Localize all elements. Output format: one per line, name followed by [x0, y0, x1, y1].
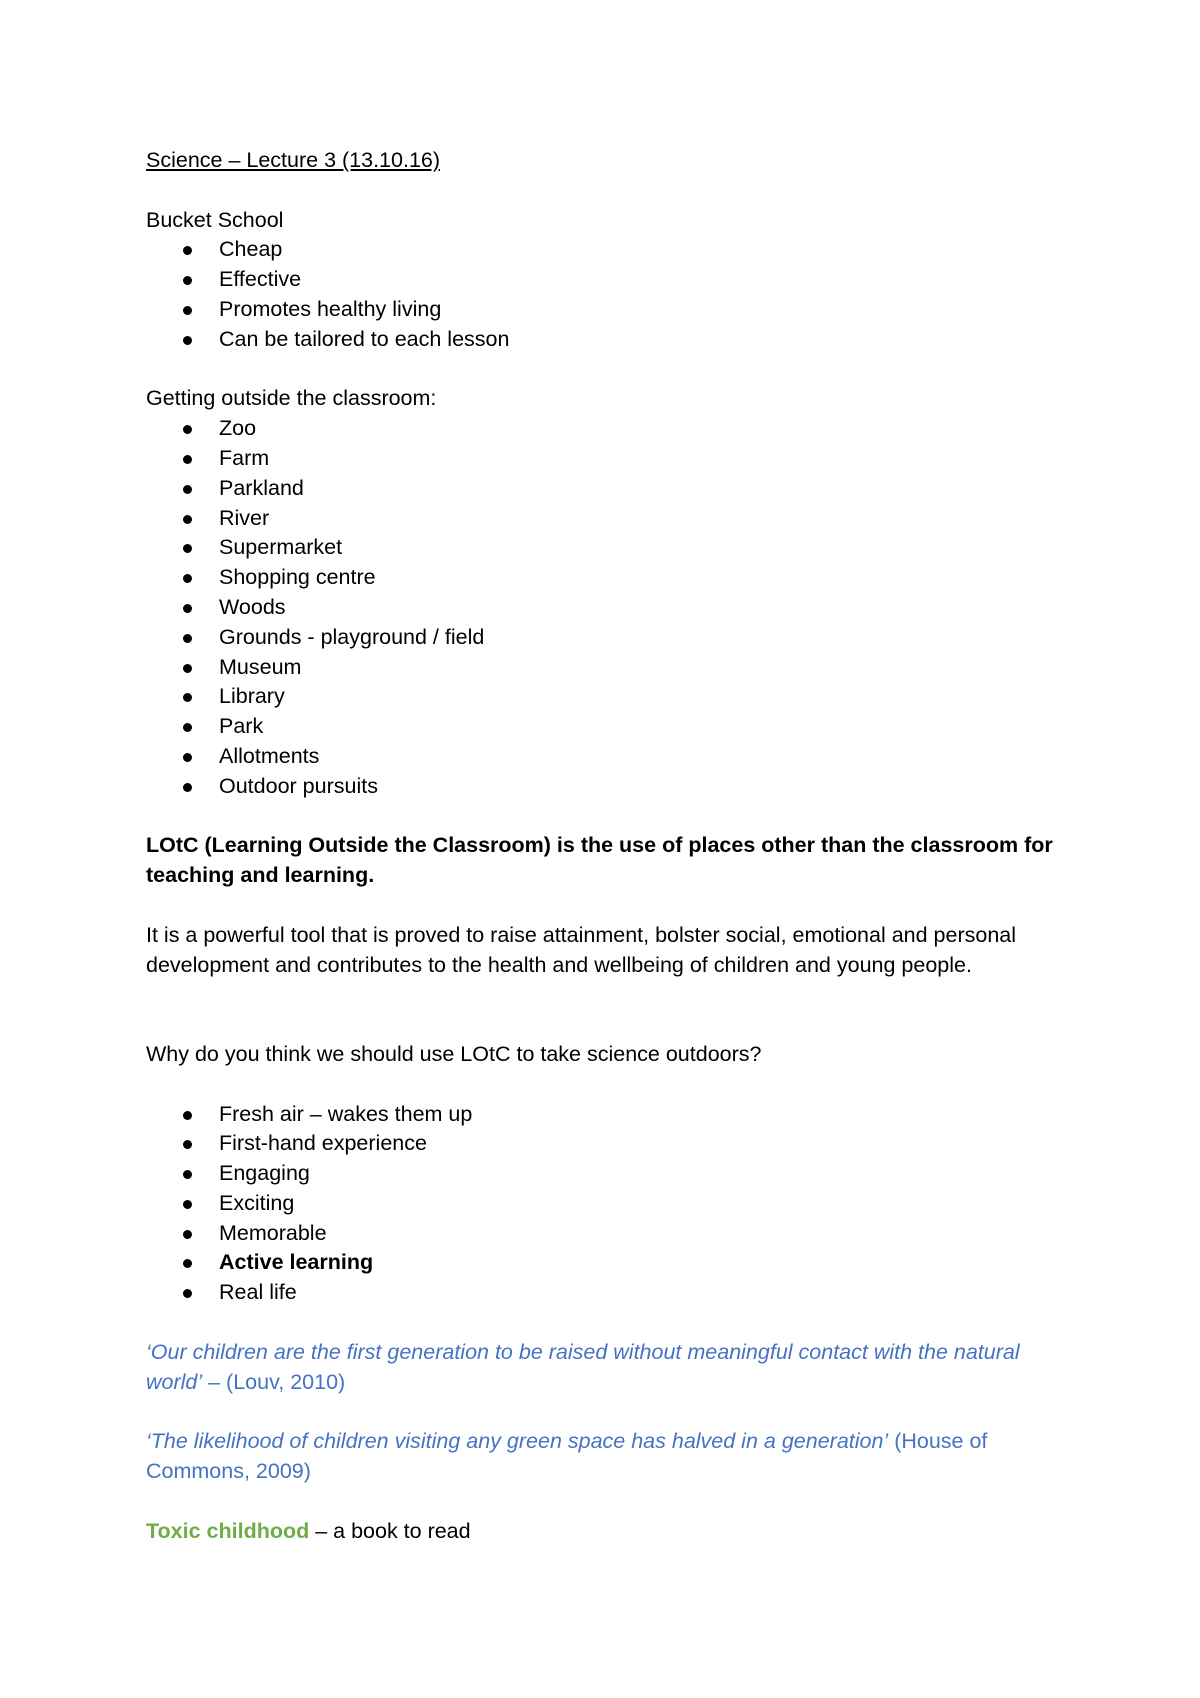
list-item: Shopping centre — [146, 563, 1076, 593]
list-item: Effective — [146, 265, 1076, 295]
quote-citation: (House of Commons, 2009) — [146, 1429, 988, 1484]
bullet-icon — [183, 1200, 192, 1209]
bullet-icon — [183, 455, 192, 464]
bullet-icon — [183, 664, 192, 673]
list-item: Park — [146, 712, 1076, 742]
bullet-icon — [183, 723, 192, 732]
list-item: Allotments — [146, 742, 1076, 772]
bullet-icon — [183, 1111, 192, 1120]
list-item: Cheap — [146, 235, 1076, 265]
bullet-icon — [183, 753, 192, 762]
list-item: Real life — [146, 1278, 1076, 1308]
quote-citation: – (Louv, 2010) — [202, 1369, 346, 1394]
bullet-icon — [183, 276, 192, 285]
book-title: Toxic childhood — [146, 1518, 310, 1543]
list-item: Museum — [146, 653, 1076, 683]
bullet-icon — [183, 574, 192, 583]
list-item: Supermarket — [146, 533, 1076, 563]
bullet-icon — [183, 336, 192, 345]
lotc-benefits: It is a powerful tool that is proved to raise attainment, bolster social, emotional and personal development and contributes to the health and wellbeing of children and young people. — [146, 922, 1017, 977]
list-item: Grounds - playground / field — [146, 623, 1076, 653]
document-body — [146, 146, 1076, 1546]
bullet-icon — [183, 515, 192, 524]
quote-louv — [146, 1338, 1076, 1398]
reasons-list — [146, 1100, 1076, 1309]
list-item: Parkland — [146, 474, 1076, 504]
list-item: Engaging — [146, 1159, 1076, 1189]
bullet-icon — [183, 306, 192, 315]
bullet-icon — [183, 634, 192, 643]
quote-text: ‘The likelihood of children visiting any green space has halved in a generation’ — [146, 1429, 889, 1454]
lotc-definition: LOtC (Learning Outside the Classroom) is the use of places other than the classroom for teaching and learning. — [146, 833, 1053, 888]
bullet-icon — [183, 1140, 192, 1149]
bullet-icon — [183, 783, 192, 792]
bullet-icon — [183, 1230, 192, 1239]
list-item: Outdoor pursuits — [146, 772, 1076, 802]
bullet-icon — [183, 246, 192, 255]
list-item: River — [146, 504, 1076, 534]
book-recommendation — [146, 1517, 1076, 1547]
bullet-icon — [183, 425, 192, 434]
list-item: Fresh air – wakes them up — [146, 1100, 1076, 1130]
bullet-icon — [183, 1259, 192, 1268]
bullet-icon — [183, 604, 192, 613]
list-item: Memorable — [146, 1219, 1076, 1249]
bullet-icon — [183, 693, 192, 702]
list-item: Library — [146, 682, 1076, 712]
list-item: First-hand experience — [146, 1129, 1076, 1159]
outside-classroom-list — [146, 414, 1076, 801]
lotc-question: Why do you think we should use LOtC to take science outdoors? — [146, 1041, 762, 1066]
list-item: Active learning — [146, 1248, 1076, 1278]
bucket-school-heading: Bucket School — [146, 207, 284, 232]
page-title: Science – Lecture 3 (13.10.16) — [146, 148, 441, 172]
quote-text: ‘Our children are the first generation to be raised without meaningful contact with the natural world’ — [146, 1339, 1020, 1394]
list-item: Woods — [146, 593, 1076, 623]
bullet-icon — [183, 1289, 192, 1298]
quote-house-of-commons — [146, 1427, 1076, 1487]
book-note: – a book to read — [309, 1518, 471, 1543]
list-item: Promotes healthy living — [146, 295, 1076, 325]
bullet-icon — [183, 485, 192, 494]
list-item: Exciting — [146, 1189, 1076, 1219]
list-item: Farm — [146, 444, 1076, 474]
bucket-school-list — [146, 235, 1076, 354]
list-item: Zoo — [146, 414, 1076, 444]
bullet-icon — [183, 1170, 192, 1179]
bullet-icon — [183, 544, 192, 553]
outside-classroom-heading: Getting outside the classroom: — [146, 386, 437, 411]
list-item: Can be tailored to each lesson — [146, 325, 1076, 355]
